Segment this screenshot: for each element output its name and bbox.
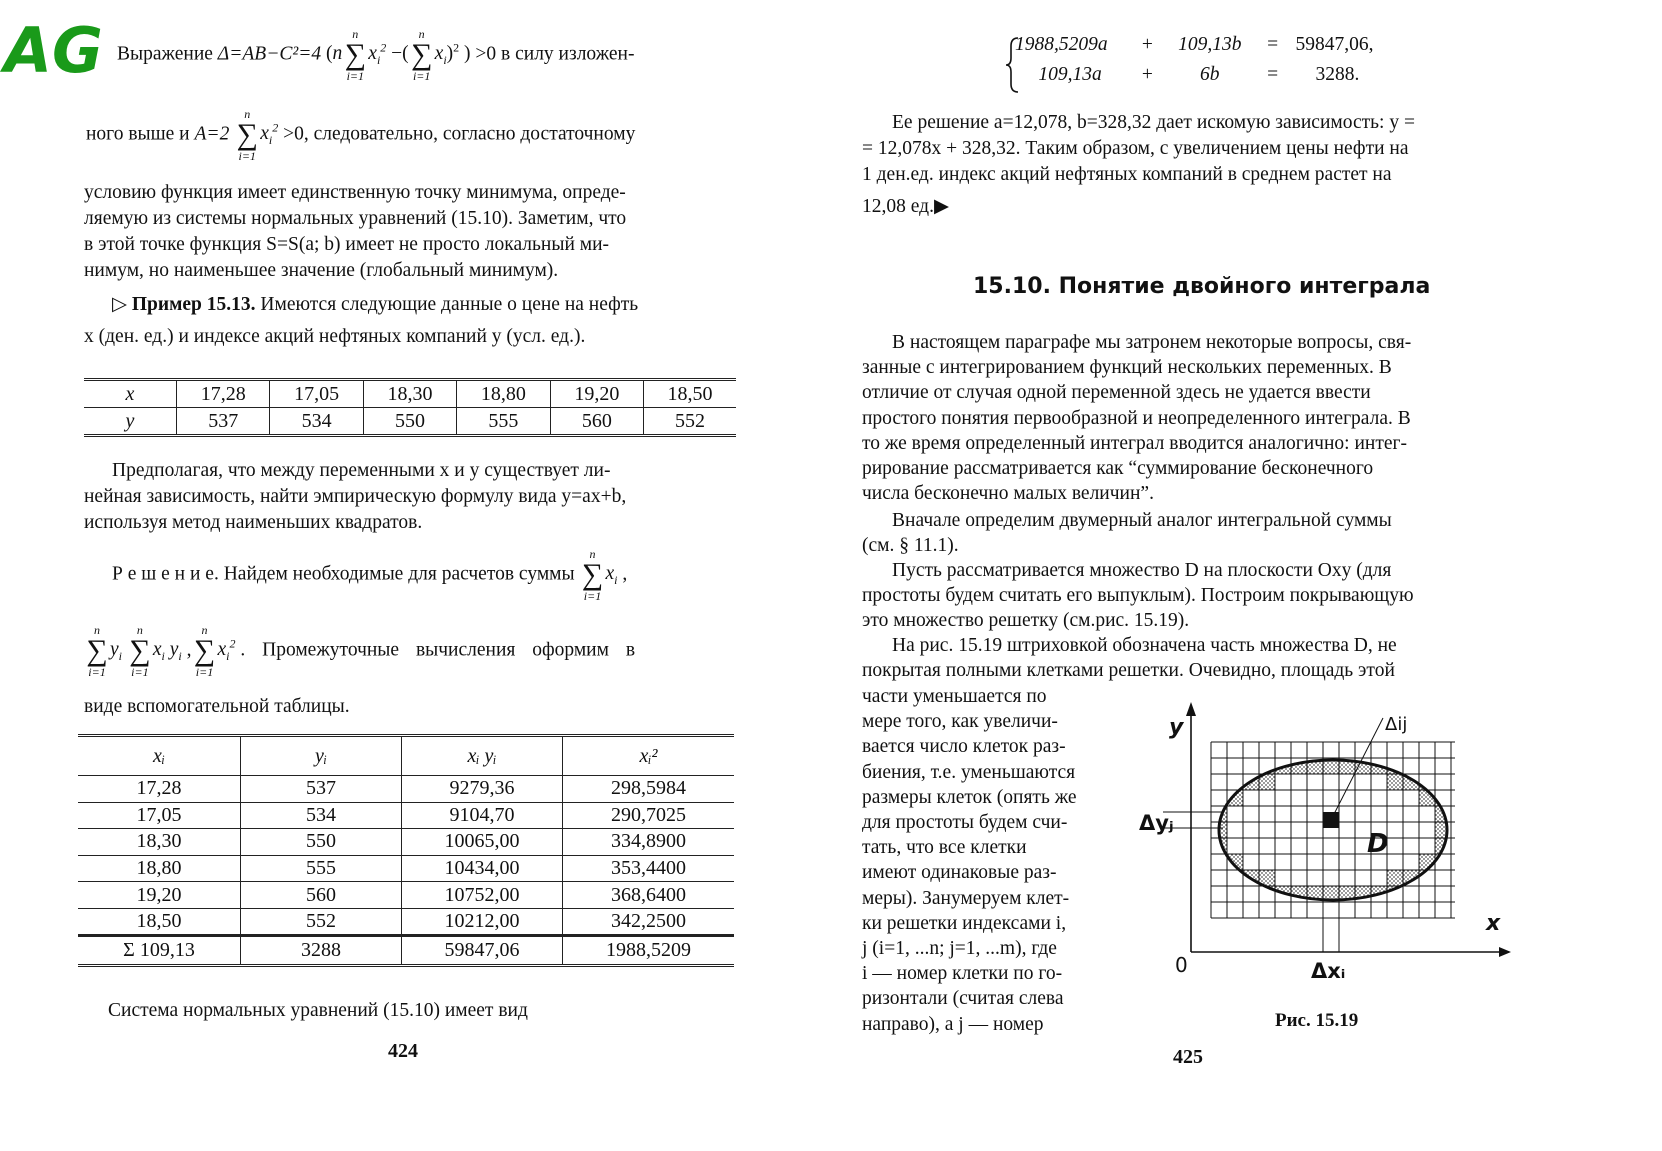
full-cell [1387,838,1403,854]
full-cell [1371,774,1387,790]
table-cell: y [84,408,177,436]
full-cell [1259,838,1275,854]
text-line: условию функция имеет единственную точку минимума, опреде- [84,182,626,203]
full-cell [1275,790,1291,806]
column-header: xᵢ yᵢ [402,736,563,776]
full-cell [1243,854,1259,870]
section-title: 15.10. Понятие двойного интеграла [973,274,1431,299]
price-index-table [84,378,736,437]
paragraph-first [862,508,1516,558]
full-cell [1387,790,1403,806]
text-line: Предполагая, что между переменными x и y существует ли- [112,460,611,481]
table-row [84,408,736,436]
full-cell [1291,822,1307,838]
full-cell [1323,854,1339,870]
text-line: ризонтали (считая слева [862,988,1064,1010]
full-cell [1403,806,1419,822]
text-line: направо), а j — номер [862,1013,1044,1035]
full-cell [1355,774,1371,790]
text-line: нейная зависимость, найти эмпирическую формулу вида y=ax+b, [84,486,627,507]
sums-line: n ∑ i=1 $y_i$ n ∑ i=1 $x_i$ $y_i$ , n ∑ i=1 $x_i^2$ . Промежуточные вычисления оформим в [86,623,636,679]
text-line: x (ден. ед.) и индексе акций нефтяных компаний y (усл. ед.). [84,326,586,347]
full-cell [1307,806,1323,822]
full-cell [1307,774,1323,790]
table-cell: 18,30 [78,829,241,856]
text-line: ляемую из системы нормальных уравнений (15.10). Заметим, что [84,208,627,229]
table-cell: 534 [241,802,402,829]
cell-label: Δij [1385,714,1408,735]
table-row [84,380,736,408]
table-cell: 560 [241,882,402,909]
text-line: 1 ден.ед. индекс акций нефтяных компаний в среднем растет на [862,164,1392,185]
full-cell [1227,806,1243,822]
full-cell [1259,790,1275,806]
text-line: В настоящем параграфе мы затронем некоторые вопросы, свя- [892,332,1412,353]
term: 1988,5209a [1015,34,1108,55]
full-cell [1323,790,1339,806]
full-cell [1323,838,1339,854]
table-row [78,855,734,882]
full-cell [1355,790,1371,806]
full-cell [1387,822,1403,838]
paragraph-minimum [84,180,740,284]
full-cell [1275,838,1291,854]
table-cell: 353,4400 [611,857,686,880]
text-line: ки решетки индексами i, [862,912,1067,934]
table-row [78,908,734,935]
full-cell [1243,822,1259,838]
page-number: 424 [388,1040,418,1062]
table-cell: 59847,06 [402,935,563,965]
full-cell [1307,790,1323,806]
full-cell [1419,806,1435,822]
full-cell [1243,790,1259,806]
table-cell: 3288 [241,935,402,965]
table-cell: 19,20 [550,380,643,408]
text-line: покрытая полными клетками решетки. Очевидно, площадь этой [862,660,1395,682]
full-cell [1371,790,1387,806]
text-line: меры). Занумеруем клет- [862,887,1070,909]
equation-row-1 [1015,34,1374,56]
full-cell [1227,822,1243,838]
table-cell: 10212,00 [402,908,563,935]
full-cell [1259,854,1275,870]
full-cell [1227,838,1243,854]
text-fragment: >0 в силу изложен- [475,43,635,65]
text-line: Пусть рассматривается множество D на плоскости Oxy (для [892,560,1392,581]
column-header: xᵢ² [639,744,658,767]
operator: = [1267,64,1279,85]
table-cell: 537 [241,776,402,803]
table-row [78,802,734,829]
full-cell [1371,870,1387,886]
paragraph-intro [862,330,1516,506]
text-line: Вначале определим двумерный аналог интегральной суммы [892,510,1392,531]
paragraph-set [862,558,1516,634]
solution-label: Р е ш е н и е. [112,563,219,585]
text-line: (см. § 11.1). [862,535,959,557]
table-cell: 17,28 [78,776,241,803]
text-line: простоты будем считать его выпуклым). Построим покрывающую [862,585,1414,607]
text-line: размеры клеток (опять же [862,786,1077,808]
full-cell [1339,806,1355,822]
text-line: простого понятия первообразной и неопределенного интеграла. В [862,407,1411,429]
set-d-label: D [1367,829,1389,859]
table-cell: 342,2500 [611,909,686,932]
table-cell: 1988,5209 [606,938,691,961]
full-cell [1275,806,1291,822]
intro-formula-line-2: ного выше и A=2 n ∑ i=1 $x_i^2 >0$, следовательно, согласно достаточному [86,107,636,163]
intro-formula-line [117,28,635,82]
table-cell: 18,80 [78,855,241,882]
table-cell: 18,50 [78,908,241,935]
table-body [78,776,734,936]
full-cell [1339,822,1355,838]
text-line: биения, т.е. уменьшаются [862,761,1076,783]
full-cell [1403,838,1419,854]
table-cell: 290,7025 [611,803,686,826]
example-title: Пример 15.13. [131,294,256,315]
text-line: нимум, но наименьшее значение (глобальный минимум). [84,260,559,281]
full-cell [1387,806,1403,822]
table-header-row [78,736,734,776]
table-cell: Σ 109,13 [78,935,241,965]
term: 109,13b [1178,34,1242,55]
table-row [78,882,734,909]
text-line: в этой точке функция S=S(a; b) имеет не просто локальный ми- [84,234,610,255]
table-cell: 550 [363,408,456,436]
text-fragment: Выражение [117,43,213,65]
text-line: = 12,078x + 328,32. Таким образом, с увеличением цены нефти на [862,138,1409,159]
origin-label: 0 [1175,953,1188,977]
term: 59847,06, [1295,34,1374,55]
table-cell: 10434,00 [402,855,563,882]
figure-15-19 [1131,690,1521,990]
table-cell: 368,6400 [611,883,686,906]
full-cell [1419,838,1435,854]
solution-line: Р е ш е н и е. Найдем необходимые для расчетов суммы n ∑ i=1 $x_i$ , [112,547,628,603]
auxiliary-table [78,734,734,967]
total-row [78,935,734,965]
full-cell [1275,870,1291,886]
full-cell [1307,854,1323,870]
table-cell: 9104,70 [402,802,563,829]
column-header: xᵢ [78,736,241,776]
table-cell: 17,05 [270,380,363,408]
text-line: части уменьшается по [862,686,1047,707]
y-axis-arrow-icon [1186,702,1196,716]
text-line: Ее решение a=12,078, b=328,32 дает искомую зависимость: y = [892,112,1415,133]
figure-caption: Рис. 15.19 [1275,1010,1359,1031]
delta-expression: Δ=AB−C²=4 [217,43,322,65]
triangle-icon: ▷ [112,294,127,315]
x-axis-label: x [1486,911,1501,936]
full-cell [1323,774,1339,790]
full-cell [1275,822,1291,838]
table-cell: 555 [241,855,402,882]
table-cell: x [84,380,177,408]
full-cell [1339,870,1355,886]
full-cell [1355,870,1371,886]
full-cell [1339,854,1355,870]
full-cell [1275,774,1291,790]
sum-expression: (n n ∑ i=1 $x_i^2$ −( n ∑ i=1 $x_i)^2$ ) [326,27,476,83]
full-cell [1339,790,1355,806]
paragraph-narrow [862,684,1118,1037]
paragraph-figure-intro [862,633,1516,683]
table-cell: 19,20 [78,882,241,909]
full-cell [1259,806,1275,822]
text-line: Имеются следующие данные о цене на нефть [260,294,639,315]
text-line: Система нормальных уравнений (15.10) имеет вид [108,1000,528,1021]
text-line: отличие от случая одной переменной здесь не удается ввести [862,382,1371,404]
inner-cells [1227,774,1435,886]
text-line: j (i=1, ...n; j=1, ...m), где [862,938,1057,960]
text-line: мере того, как увеличи- [862,711,1058,733]
example-statement [84,292,740,350]
full-cell [1355,806,1371,822]
table-cell: 534 [270,408,363,436]
text-line: На рис. 15.19 штриховкой обозначена часть множества D, не [892,635,1397,656]
text-line: виде вспомогательной таблицы. [84,696,350,717]
text-line: используя метод наименьших квадратов. [84,512,423,533]
full-cell [1291,870,1307,886]
full-cell [1339,838,1355,854]
table-cell: 560 [550,408,643,436]
full-cell [1291,806,1307,822]
term: 3288. [1315,64,1360,85]
term: 6b [1200,64,1220,85]
table-cell: 10752,00 [402,882,563,909]
full-cell [1403,854,1419,870]
full-cell [1307,870,1323,886]
full-cell [1419,822,1435,838]
full-cell [1259,822,1275,838]
equation-row-2 [1015,64,1359,86]
text-fragment: >0, следовательно, согласно достаточному [283,123,636,145]
text-fragment: . Промежуточные вычисления оформим в [240,639,636,661]
table-cell: 550 [241,829,402,856]
full-cell [1291,774,1307,790]
page-number: 425 [1173,1046,1203,1068]
column-header: yᵢ [241,736,402,776]
delta-x-label: Δxᵢ [1311,959,1346,983]
full-cell [1291,790,1307,806]
text-line: имеют одинаковые раз- [862,862,1057,884]
table-cell: 9279,36 [402,776,563,803]
table-cell: 334,8900 [611,830,686,853]
table-cell: 17,05 [78,802,241,829]
text-fragment: ного выше и [86,123,190,145]
a-expression: A=2 [194,123,230,145]
x-axis-arrow-icon [1499,947,1511,957]
operator: + [1141,34,1153,55]
text-fragment: 12,08 ед. [862,196,934,217]
full-cell [1243,838,1259,854]
full-cell [1307,822,1323,838]
operator: = [1267,34,1279,55]
full-cell [1323,870,1339,886]
table-cell: 552 [241,908,402,935]
y-axis-label: y [1169,715,1184,740]
table-row [78,776,734,803]
text-fragment: Найдем необходимые для расчетов суммы [223,563,575,585]
operator: + [1141,64,1153,85]
table-row [78,829,734,856]
table-cell: 18,50 [667,382,713,405]
full-cell [1403,790,1419,806]
table-cell: 18,80 [457,380,550,408]
table-cell: 552 [675,409,706,432]
text-line: то же время определенный интеграл вводится аналогично: интег- [862,432,1407,454]
full-cell [1387,854,1403,870]
table-cell: 537 [177,408,270,436]
table-cell: 10065,00 [402,829,563,856]
full-cell [1291,838,1307,854]
text-line: это множество решетку (см.рис. 15.19). [862,610,1190,632]
text-line: i — номер клетки по го- [862,963,1063,985]
text-line: для простоты будем счи- [862,812,1068,834]
text-line: рирование рассматривается как “суммирование бесконечного [862,458,1374,480]
full-cell [1403,822,1419,838]
term: 109,13a [1038,64,1102,85]
text-line: вается число клеток раз- [862,736,1066,758]
right-page [831,0,1662,1151]
ag-logo-text: AG [4,14,103,87]
paragraph-assumption [84,458,740,536]
table-cell: 555 [457,408,550,436]
table-cell: 298,5984 [611,777,686,800]
table-cell: 17,28 [177,380,270,408]
full-cell [1371,806,1387,822]
end-marker-icon: ▶ [933,196,949,217]
full-cell [1307,838,1323,854]
table-cell: 18,30 [363,380,456,408]
full-cell [1275,854,1291,870]
text-line: числа бесконечно малых величин”. [862,483,1154,505]
full-cell [1243,806,1259,822]
text-line: занные с интегрированием функций нескольких переменных. В [862,357,1392,379]
full-cell [1291,854,1307,870]
delta-y-label: Δyⱼ [1139,811,1174,835]
paragraph-result [862,110,1516,220]
text-line: тать, что все клетки [862,837,1027,859]
